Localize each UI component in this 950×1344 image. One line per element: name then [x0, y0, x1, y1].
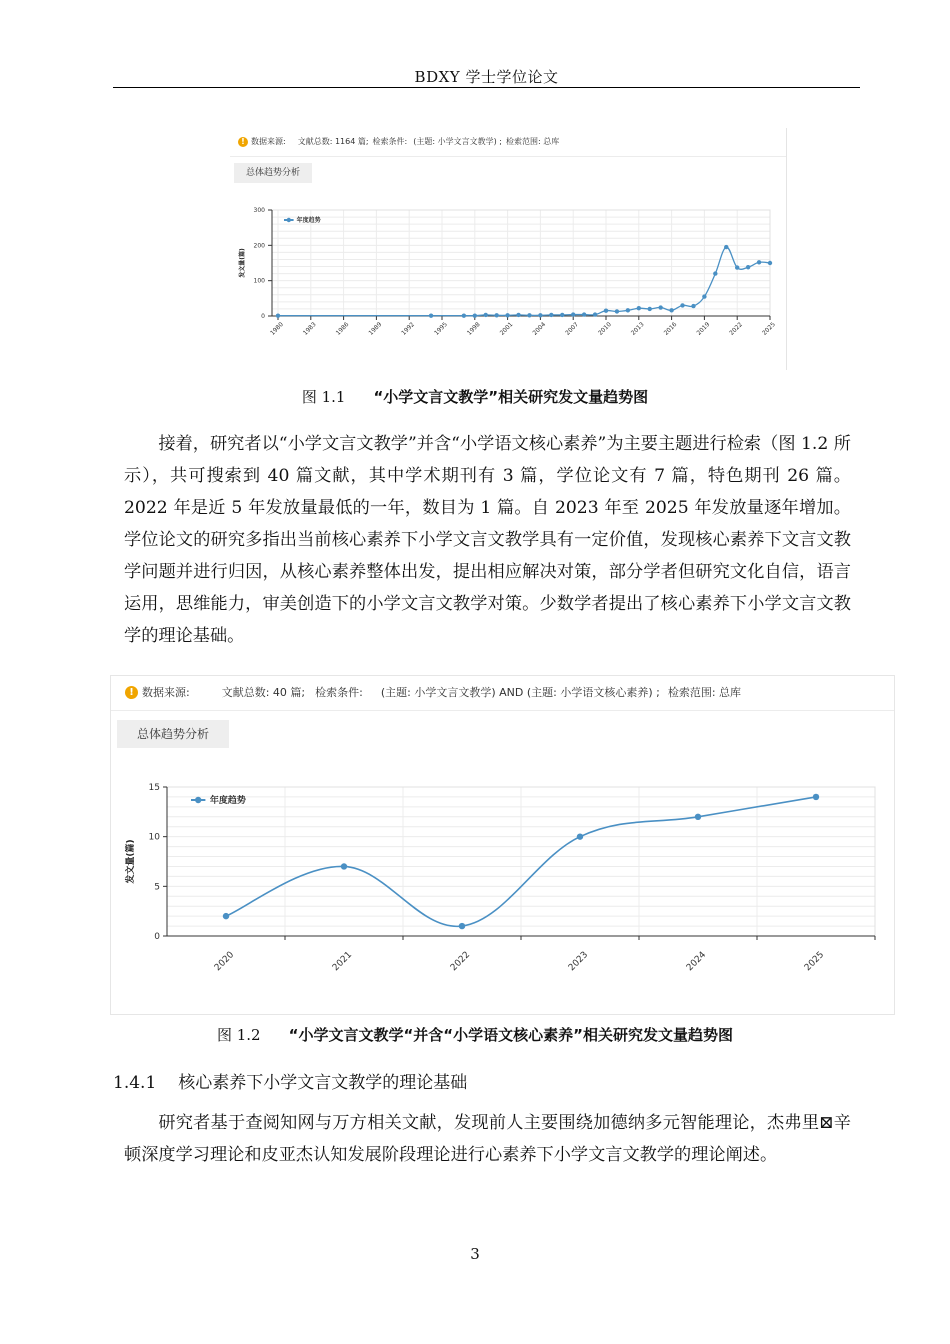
y-tick-label: 0: [261, 313, 265, 320]
x-tick-label: 2007: [564, 321, 581, 337]
figure-2-screenshot: [110, 675, 895, 1015]
x-tick-label: 2019: [695, 321, 712, 337]
x-tick-label: 2020: [212, 949, 237, 974]
x-tick-label: 2023: [566, 949, 591, 974]
warning-icon: !: [238, 137, 248, 147]
figure-1-number: 图 1.1: [301, 388, 346, 406]
data-point: [615, 309, 619, 313]
data-point: [429, 313, 433, 317]
y-tick-label: 300: [253, 207, 265, 214]
warning-icon: !: [125, 686, 138, 699]
data-point: [505, 313, 509, 317]
figure-1-source-line: [238, 136, 559, 147]
query-text: (主题: 小学文言文教学) ;: [413, 137, 502, 146]
tab-overall-trend[interactable]: 总体趋势分析: [117, 720, 229, 748]
x-tick-label: 2004: [531, 321, 548, 337]
figure-1-title: “小学文言文教学”相关研究发文量趋势图: [373, 388, 649, 406]
condition-label: 检索条件:: [372, 137, 408, 146]
y-axis-label: 发文量(篇): [126, 839, 136, 884]
divider: [111, 710, 894, 711]
data-point: [560, 313, 564, 317]
x-tick-label: 1998: [465, 321, 482, 337]
data-point: [582, 312, 586, 316]
x-tick-label: 2010: [597, 321, 613, 337]
data-point: [702, 294, 706, 298]
y-tick-label: 10: [148, 832, 160, 843]
plot-frame: [272, 210, 770, 316]
data-point: [223, 913, 229, 919]
x-tick-label: 2021: [330, 949, 355, 974]
tab-overall-trend[interactable]: 总体趋势分析: [234, 163, 312, 183]
x-tick-label: 2025: [802, 949, 827, 974]
data-point: [516, 313, 520, 317]
series-line: [278, 247, 770, 316]
figure-1-screenshot: [230, 128, 787, 370]
figure-1-caption: [0, 386, 950, 407]
total-count: 文献总数: 1164 篇;: [297, 137, 369, 146]
section-heading: [113, 1068, 467, 1093]
y-tick-label: 200: [253, 242, 265, 250]
data-point: [680, 303, 684, 307]
data-point: [735, 265, 739, 269]
data-point: [713, 271, 717, 275]
data-point: [813, 794, 819, 800]
x-tick-label: 2016: [662, 321, 679, 337]
data-point: [571, 312, 575, 316]
page-number: 3: [470, 1245, 480, 1263]
data-point: [473, 313, 477, 317]
data-point: [484, 313, 488, 317]
x-tick-label: 2022: [728, 321, 745, 337]
x-tick-label: 1992: [400, 321, 417, 337]
y-axis-label: 发文量(篇): [239, 248, 246, 278]
legend-label: 年度趋势: [296, 217, 321, 224]
scope-text: 检索范围: 总库: [505, 137, 560, 146]
section-title: 核心素养下小学文言文教学的理论基础: [178, 1073, 468, 1093]
data-point: [604, 309, 608, 313]
divider: [230, 156, 786, 157]
data-point: [691, 304, 695, 308]
x-tick-label: 2025: [761, 321, 777, 337]
data-point: [341, 863, 347, 869]
data-point: [494, 313, 498, 317]
y-tick-label: 15: [148, 783, 160, 793]
x-tick-label: 1989: [367, 321, 384, 337]
figure-2-chart: [111, 764, 894, 1014]
data-point: [658, 305, 662, 309]
data-point: [538, 313, 542, 317]
legend-label: 年度趋势: [209, 796, 246, 806]
y-tick-label: 5: [154, 882, 160, 893]
data-point: [462, 313, 466, 317]
x-tick-label: 1995: [433, 321, 449, 337]
data-point: [669, 308, 673, 312]
section-number: 1.4.1: [113, 1073, 157, 1093]
figure-2-title: “小学文言文教学“并含“小学语文核心素养”相关研究发文量趋势图: [288, 1026, 734, 1044]
scope-text: 检索范围: 总库: [667, 686, 742, 699]
data-point: [757, 260, 761, 264]
running-header: BDXY 学士学位论文: [414, 68, 559, 86]
data-point: [746, 265, 750, 269]
source-label: 数据来源:: [142, 686, 190, 699]
legend-marker: [287, 218, 291, 222]
condition-label: 检索条件:: [315, 686, 363, 699]
header-rule: [113, 87, 860, 88]
data-point: [637, 306, 641, 310]
figure-2-number: 图 1.2: [216, 1026, 261, 1044]
data-point: [459, 923, 465, 929]
paragraph-2: 研究者基于查阅知网与万方相关文献，发现前人主要围绕加德纳多元智能理论，杰弗里⊠辛顿深度学习理论和皮亚杰认知发展阶段理论进行心素养下小学文言文教学的理论阐述。: [124, 1113, 851, 1165]
data-point: [695, 814, 701, 820]
legend-marker: [195, 797, 201, 803]
data-point: [527, 313, 531, 317]
x-tick-label: 1983: [301, 321, 318, 337]
data-point: [626, 308, 630, 312]
y-tick-label: 0: [154, 932, 160, 942]
x-tick-label: 2001: [498, 321, 515, 337]
data-point: [768, 261, 772, 265]
y-tick-label: 100: [253, 277, 265, 285]
x-tick-label: 2022: [448, 949, 473, 974]
total-count: 文献总数: 40 篇;: [221, 686, 306, 699]
x-tick-label: 1986: [334, 321, 351, 337]
data-point: [648, 307, 652, 311]
data-point: [276, 313, 280, 317]
data-point: [549, 313, 553, 317]
x-tick-label: 1980: [269, 321, 285, 337]
figure-1-chart: [230, 190, 786, 370]
paragraph-1: 接着，研究者以“小学文言文教学”并含“小学语文核心素养”为主要主题进行检索（图 1.2 所示），共可搜索到 40 篇文献，其中学术期刊有 3 篇，学位论文有 7 篇，特色期刊 26 篇。2022 年是近 5 年发放量最低的一年，数目为 1 篇。自 2023 年至 2025 年发放量逐年增加。学位论文的研究多指出当前核心素养下小学文言文教学具有一定价值，发现核心素养下文言文教学问题并进行归因，从核心素养整体出发，提出相应解决对策，部分学者但研究文化自信，语言运用，思维能力，审美创造下的小学文言文教学对策。少数学者提出了核心素养下小学文言文教学的理论基础。: [124, 434, 851, 646]
data-point: [593, 312, 597, 316]
x-tick-label: 2024: [684, 949, 709, 974]
figure-2-caption: [0, 1024, 950, 1045]
source-label: 数据来源:: [251, 137, 286, 146]
data-point: [724, 245, 728, 249]
query-text: (主题: 小学文言文教学) AND (主题: 小学语文核心素养) ;: [380, 686, 660, 699]
figure-2-source-line: [125, 684, 741, 700]
data-point: [577, 833, 583, 839]
x-tick-label: 2013: [629, 321, 646, 337]
